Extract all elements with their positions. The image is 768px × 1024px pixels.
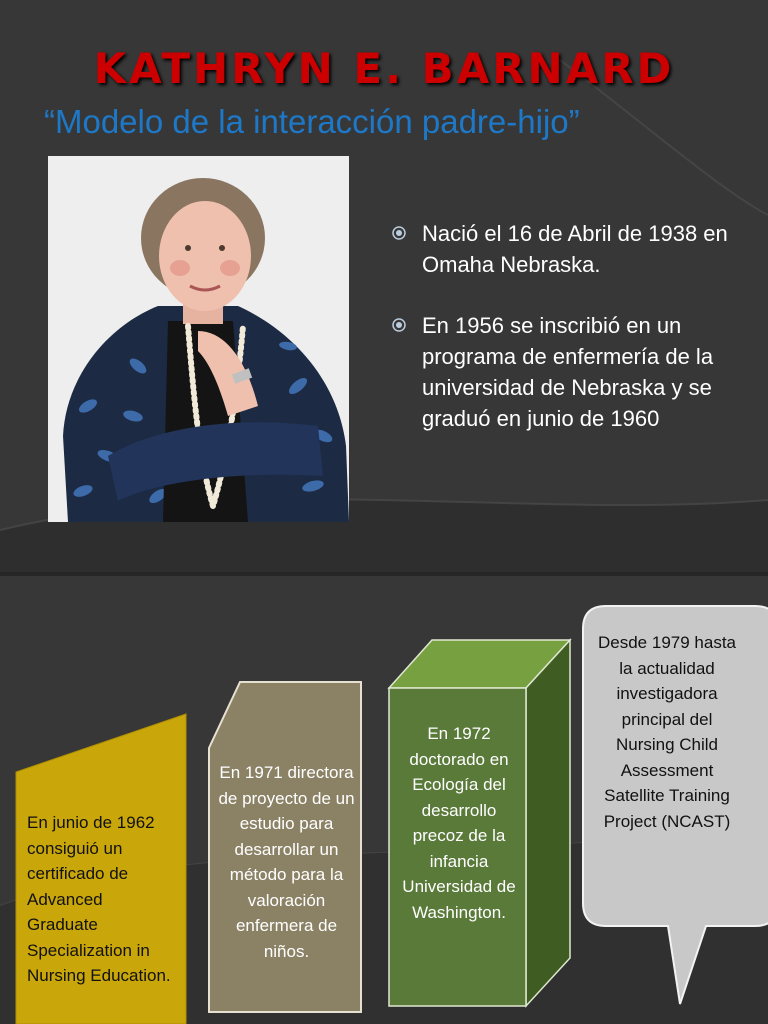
slide-title: KATHRYN E. BARNARD (93, 44, 675, 93)
timeline-text-1971: En 1971 directora de proyecto de un estudio para desarrollar un método para la valoración enfermera de niños. (218, 763, 355, 961)
timeline-text-1972: En 1972 doctorado en Ecología del desarrollo precoz de la infancia Universidad de Washington. (402, 724, 516, 922)
bullet-text: En 1956 se inscribió en un programa de enfermería de la universidad de Nebraska y se graduó en junio de 1960 (422, 313, 714, 431)
timeline-text-1979: Desde 1979 hasta la actualidad investigadora principal del Nursing Child Assessment Satellite Training Project (NCAST) (598, 633, 736, 831)
timeline-text-1962: En junio de 1962 consiguió un certificado de Advanced Graduate Specialization in Nursing Education. (27, 813, 171, 985)
slide-subtitle: “Modelo de la interacción padre-hijo” (44, 103, 580, 140)
bullet-text: Nació el 16 de Abril de 1938 en Omaha Nebraska. (422, 221, 728, 277)
